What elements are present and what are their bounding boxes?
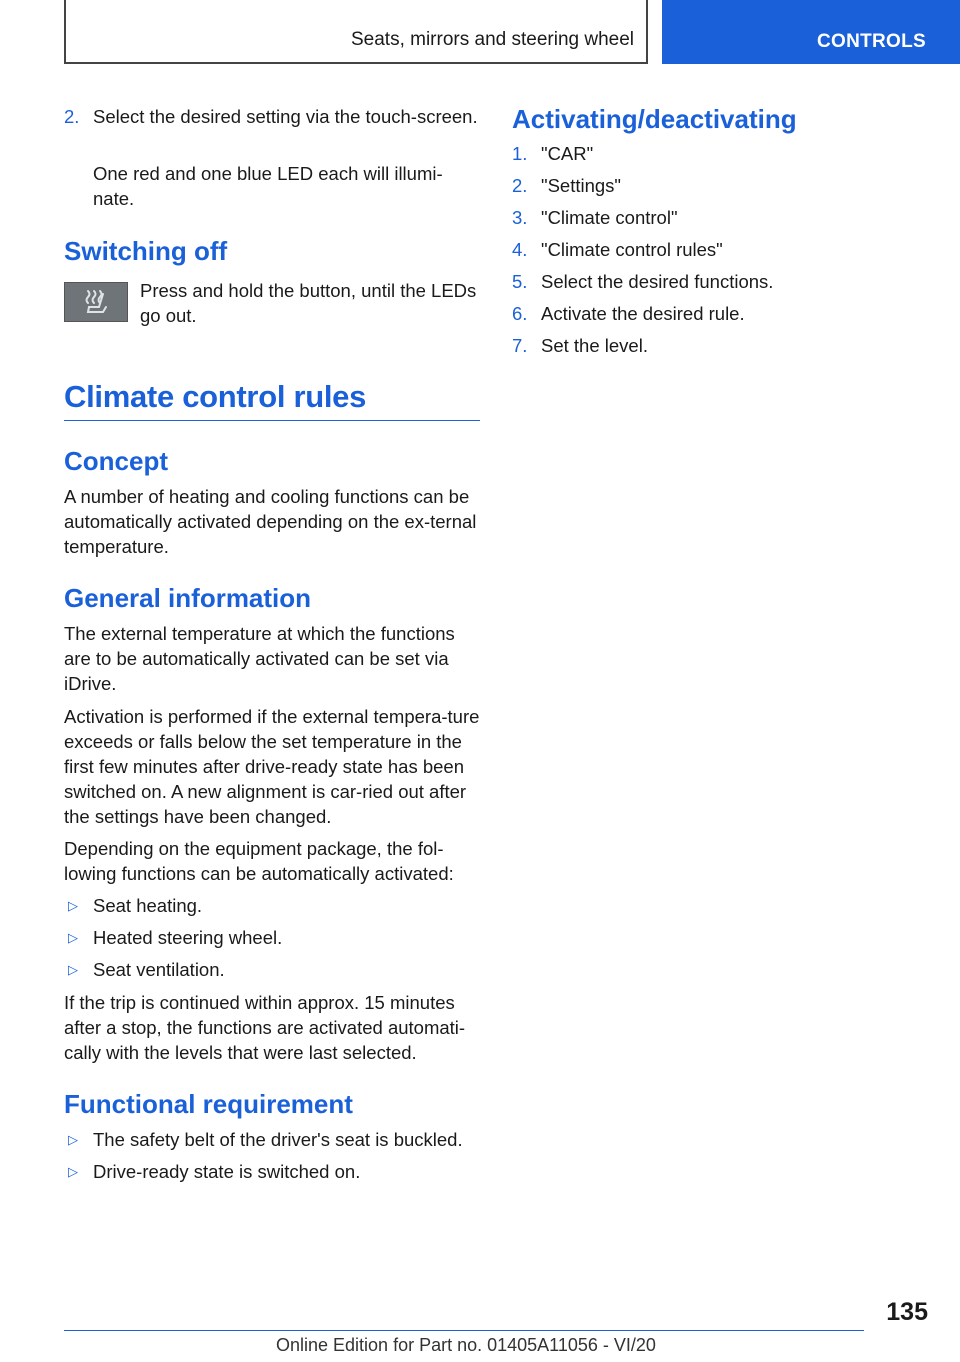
triangle-bullet-icon: ▷ xyxy=(68,962,78,977)
footer-rule xyxy=(64,1330,864,1331)
footer-edition: Online Edition for Part no. 01405A11056 - VI/20 xyxy=(276,1335,656,1355)
header-chapter-tab xyxy=(662,0,960,64)
list-number: 2. xyxy=(512,175,528,196)
list-text: Activate the desired rule. xyxy=(541,303,745,324)
list-text: Select the desired functions. xyxy=(541,271,774,292)
list-text: Set the level. xyxy=(541,335,648,356)
triangle-bullet-icon: ▷ xyxy=(68,1132,78,1147)
list-text: "Climate control" xyxy=(541,207,678,228)
triangle-bullet-icon: ▷ xyxy=(68,930,78,945)
general-paragraph-4: If the trip is continued within approx. 15 minutes after a stop, the functions are activated automati‐cally with the levels that were last selected. xyxy=(64,992,466,1063)
concept-text: A number of heating and cooling functions can be automatically activated depending on the ex‐ternal temperature. xyxy=(64,486,477,557)
list-number: 6. xyxy=(512,303,528,324)
heading-general-information: General information xyxy=(64,583,312,613)
list-text: "CAR" xyxy=(541,143,594,164)
header-section-title: Seats, mirrors and steering wheel xyxy=(350,29,634,50)
list-number: 4. xyxy=(512,239,528,260)
list-number: 5. xyxy=(512,271,528,292)
heading-concept: Concept xyxy=(64,446,168,476)
bullet-text: The safety belt of the driver's seat is buckled. xyxy=(93,1129,463,1150)
heading-climate-control-rules: Climate control rules xyxy=(64,379,367,414)
heading-switching-off: Switching off xyxy=(64,236,228,266)
seat-heating-icon xyxy=(76,286,116,318)
seat-heating-button-icon xyxy=(64,282,128,322)
switching-off-text: Press and hold the button, until the LEDs go out. xyxy=(140,280,477,326)
list-text: Select the desired setting via the touch‐screen. xyxy=(93,106,478,127)
list-number: 3. xyxy=(512,207,528,228)
bullet-text: Seat heating. xyxy=(93,895,203,916)
list-number: 2. xyxy=(64,106,80,127)
heading-activating-deactivating: Activating/deactivating xyxy=(512,104,797,134)
list-number: 1. xyxy=(512,143,528,164)
bullet-text: Seat ventilation. xyxy=(93,959,225,980)
general-paragraph-1: The external temperature at which the functions are to be automatically activated can be set via iDrive. xyxy=(64,623,455,694)
bullet-text: Heated steering wheel. xyxy=(93,927,283,948)
list-subtext: One red and one blue LED each will illumi‐nate. xyxy=(93,163,443,209)
list-number: 7. xyxy=(512,335,528,356)
page-number: 135 xyxy=(886,1298,928,1326)
list-text: "Climate control rules" xyxy=(541,239,723,260)
header-chapter-title: CONTROLS xyxy=(816,31,926,52)
section-rule xyxy=(64,420,480,421)
list-text: "Settings" xyxy=(541,175,621,196)
general-paragraph-3: Depending on the equipment package, the fol‐lowing functions can be automatically activated: xyxy=(64,838,454,884)
triangle-bullet-icon: ▷ xyxy=(68,1164,78,1179)
triangle-bullet-icon: ▷ xyxy=(68,898,78,913)
general-paragraph-2: Activation is performed if the external tempera‐ture exceeds or falls below the set temperature in the first few minutes after drive-ready state has been switched on. A new alignment is car‐ried out after the settings have been changed. xyxy=(64,706,480,827)
heading-functional-requirement: Functional requirement xyxy=(64,1089,353,1119)
header-section-box xyxy=(64,0,648,64)
bullet-text: Drive-ready state is switched on. xyxy=(93,1161,361,1182)
